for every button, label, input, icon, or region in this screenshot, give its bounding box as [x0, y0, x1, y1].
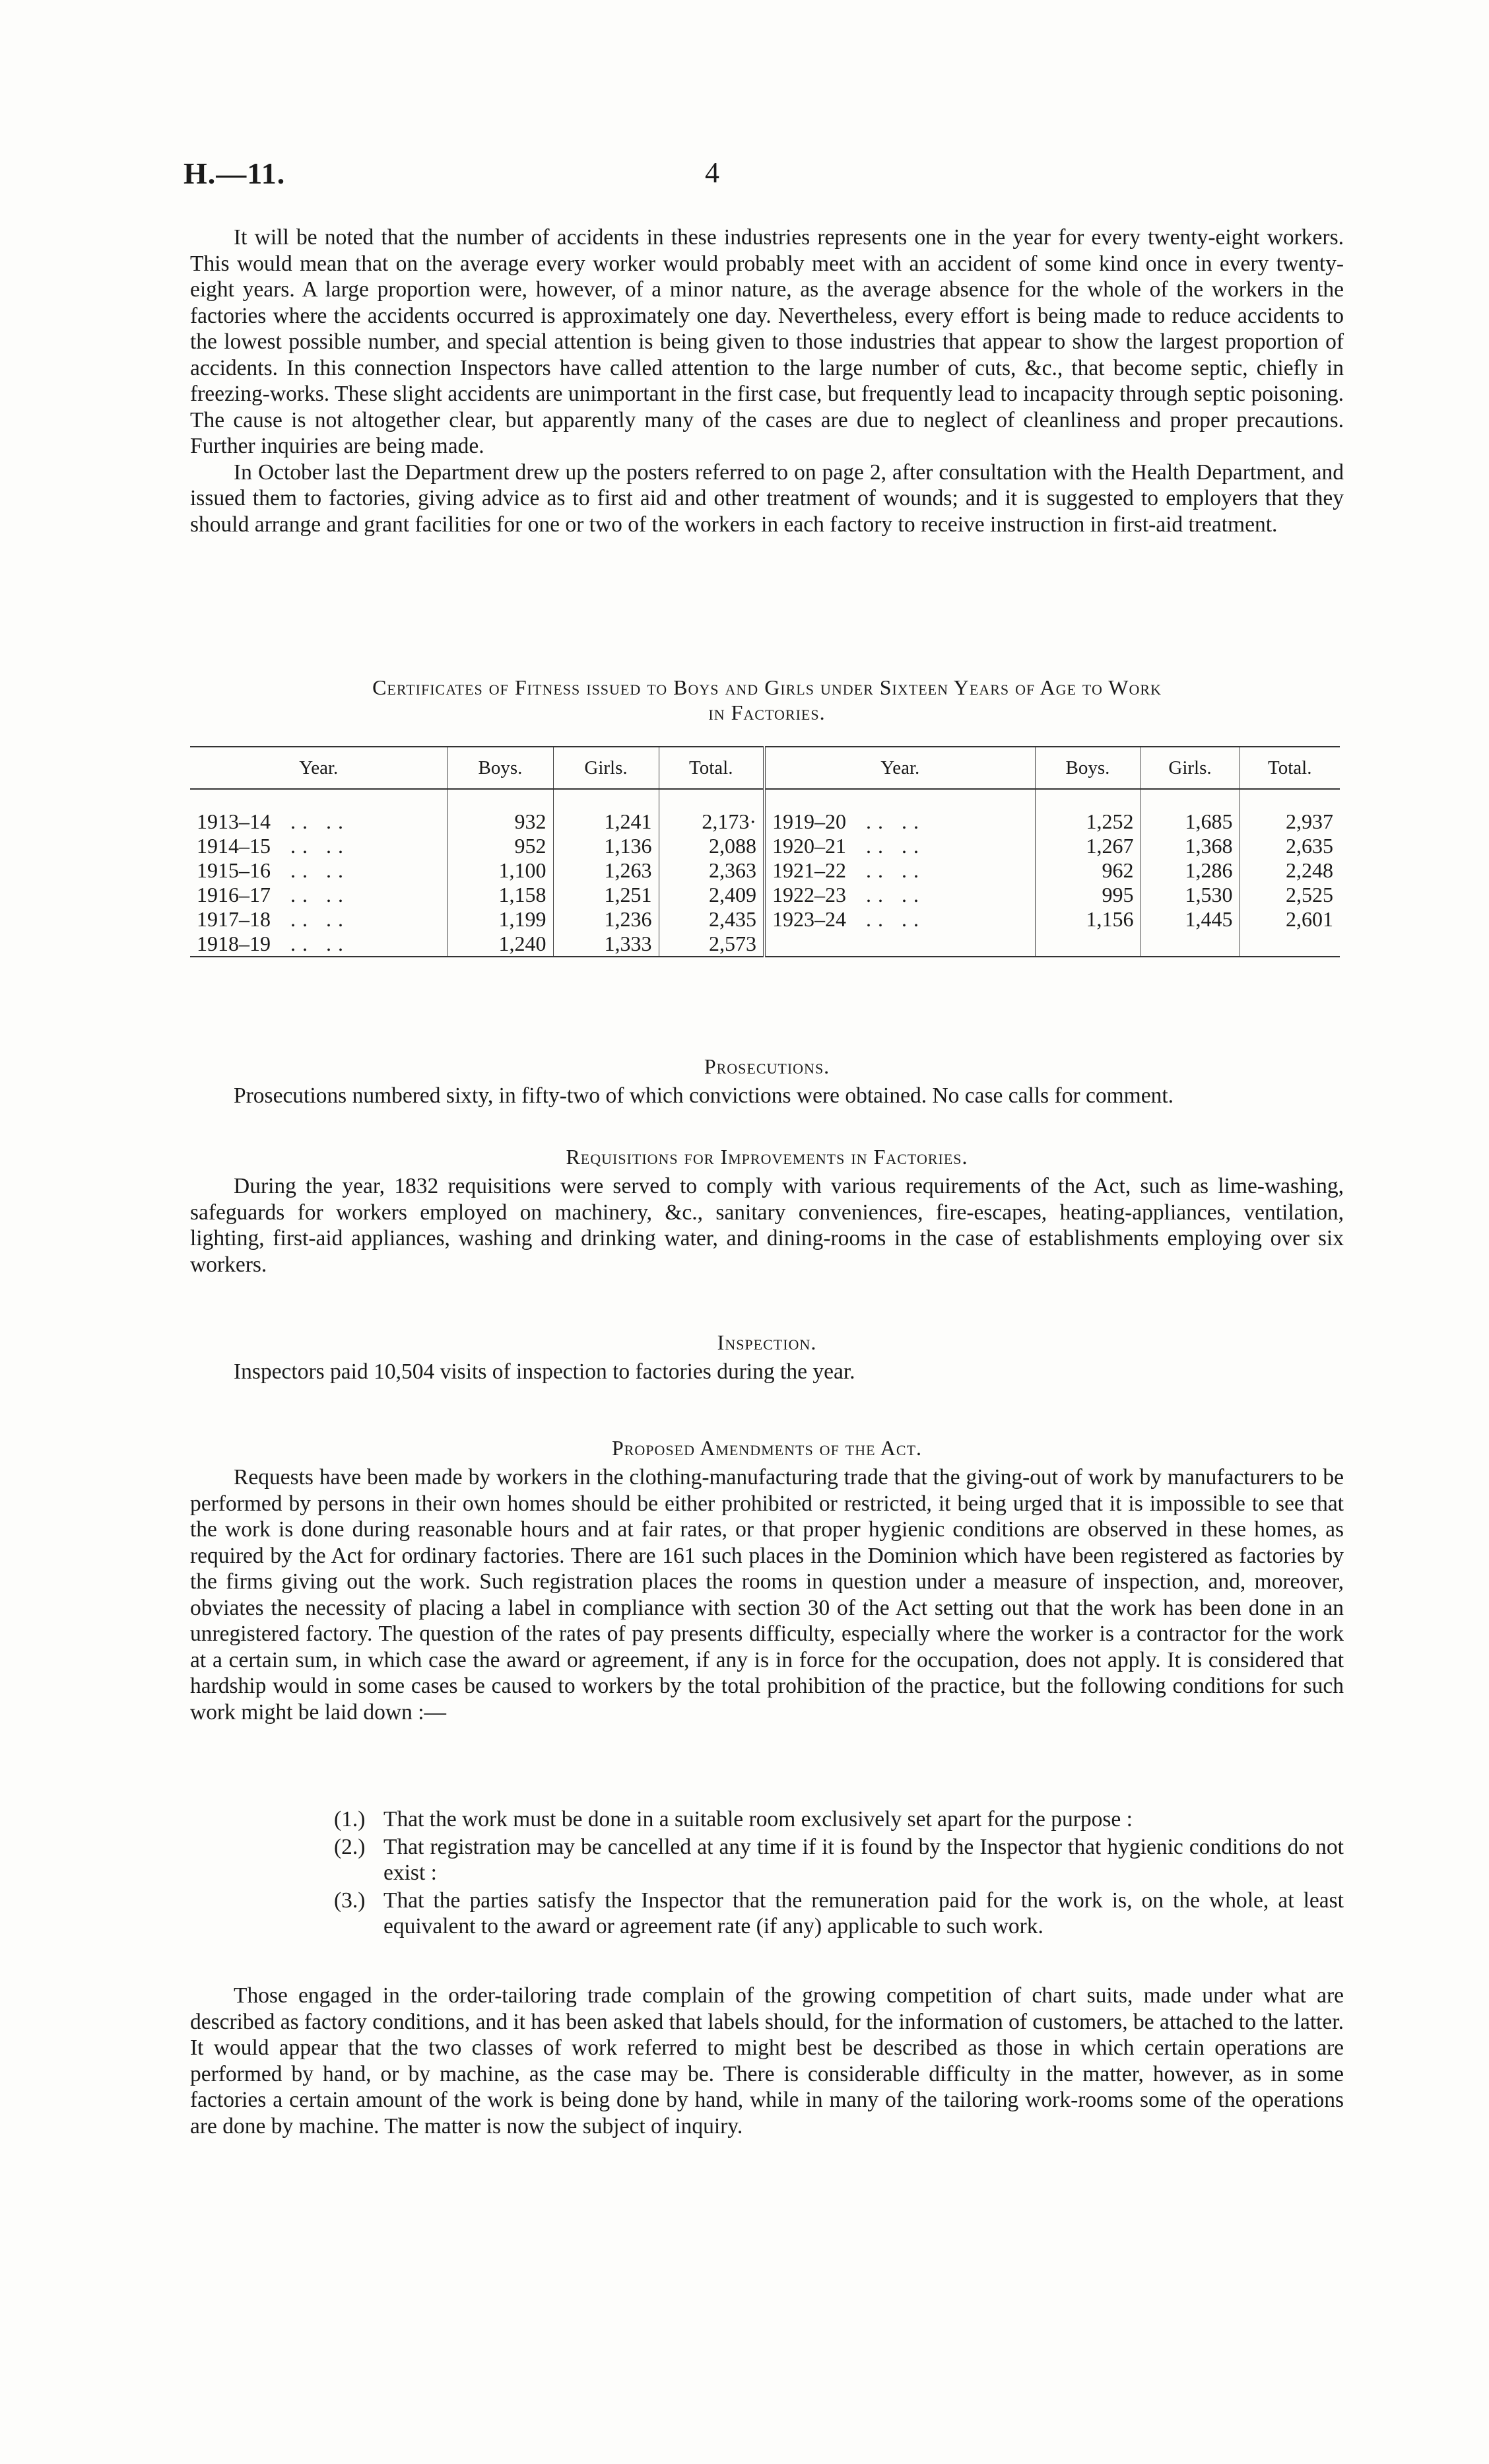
table-row — [190, 789, 1340, 834]
list-item-number: (2.) — [334, 1834, 366, 1859]
list-item — [190, 1888, 1344, 1940]
year-label: 1918–19 — [197, 932, 271, 955]
list-item-text: That the parties satisfy the Inspector that the remuneration paid for the work is, on the whole, at least equivalent to the award or agreement rate (if any) applicable to such work. — [383, 1888, 1344, 1938]
amendments-paragraph-1: Requests have been made by workers in the clothing-manufacturing trade that the giving-out of work by manufacturers to be performed by persons in their own homes should be either prohibited or restricted, it being urged that it is impossible to see that the work is done during reasonable hours and at fair rates, or that proper hygienic conditions are observed in these homes, as required by the Act for ordinary factories. There are 161 such places in the Dominion which have been registered as factories by the firms giving out the work. Such registration places the rooms in question under a measure of inspection, and, moreover, obviates the necessity of placing a label in compliance with section 30 of the Act setting out that the work has been done in an unregistered factory. The question of the rates of pay presents difficulty, especially where the worker is a contractor for the work at a certain sum, in which case the award or agreement, if any is in force for the occupation, does not apply. It is considered that hardship would in some cases be caused to workers by the total prohibition of the practice, but the following conditions for such work might be laid down :— — [190, 1465, 1344, 1725]
table-row — [190, 883, 1340, 907]
cell-total: 2,088 — [659, 834, 764, 858]
leader-dots: .. .. — [866, 907, 925, 931]
cell-boys: 952 — [447, 834, 553, 858]
cell-total: 2,937 — [1240, 789, 1340, 834]
intro-section — [190, 224, 1344, 537]
certificates-title — [190, 675, 1344, 725]
intro-paragraph-1: It will be noted that the number of accidents in these industries represents one in the year for every twenty-eight workers. This would mean that on the average every worker would probably meet with an accident of some kind once in every twenty-eight years. A large proportion were, however, of a minor nature, as the average absence for the whole of the workers in the factories where the accidents occurred is approximately one day. Nevertheless, every effort is being made to reduce accidents to the lowest possible number, and special attention is being given to those industries that appear to show the largest proportion of accidents. In this connection Inspectors have called attention to the large number of cuts, &c., that become septic, chiefly in freezing-works. These slight accidents are unimportant in the first case, but frequently lead to incapacity through septic poisoning. The cause is not altogether clear, but apparently many of the cases are due to neglect of cleanliness and proper precautions. Further inquiries are being made. — [190, 225, 1344, 458]
table-row — [190, 834, 1340, 858]
intro-paragraph-2: In October last the Department drew up the posters referred to on page 2, after consultation with the Health Department, and issued them to factories, giving advice as to first aid and other treatment of wounds; and it is suggested to employers that they should arrange and grant facilities for one or two of the workers in each factory to receive instruction in first-aid treatment. — [190, 460, 1344, 537]
cell-boys: 1,267 — [1035, 834, 1141, 858]
cell-girls: 1,333 — [553, 932, 659, 957]
year-label: 1913–14 — [197, 809, 271, 833]
leader-dots: .. .. — [290, 883, 350, 907]
cell-boys: 932 — [447, 789, 553, 834]
cell-boys: 1,156 — [1035, 907, 1141, 932]
cell-year — [190, 932, 447, 957]
cell-boys: 1,252 — [1035, 789, 1141, 834]
list-item-text: That the work must be done in a suitable room exclusively set apart for the purpose : — [383, 1807, 1133, 1831]
page-number: 4 — [705, 156, 719, 189]
prosecutions-paragraph: Prosecutions numbered sixty, in fifty-two of which convictions were obtained. No case calls for comment. — [234, 1083, 1174, 1108]
list-item — [190, 1806, 1344, 1833]
year-label: 1916–17 — [197, 883, 271, 907]
cell-total: 2,248 — [1240, 858, 1340, 883]
col-header-girls: Girls. — [553, 747, 659, 789]
list-item-number: (3.) — [334, 1888, 366, 1913]
leader-dots: .. .. — [866, 883, 925, 907]
cell-girls: 1,368 — [1141, 834, 1240, 858]
cell-boys — [1035, 932, 1141, 957]
leader-dots: .. .. — [866, 858, 925, 882]
col-header-year: Year. — [190, 747, 447, 789]
cell-year — [764, 907, 1035, 932]
cell-boys: 1,240 — [447, 932, 553, 957]
cell-girls: 1,685 — [1141, 789, 1240, 834]
amendments-paragraph-2: Those engaged in the order-tailoring trade complain of the growing competition of chart suits, made under what are described as factory conditions, and it has been asked that labels should, for the information of customers, be attached to the latter. It would appear that the two classes of work referred to might best be described as those in which certain operations are performed by hand, or by machine, as the case may be. There is considerable difficulty in the matter, however, as in some factories a certain amount of the work is being done by hand, while in many of the tailoring work-rooms some of the operations are done by machine. The matter is now the subject of inquiry. — [190, 1983, 1344, 2139]
leader-dots: .. .. — [290, 858, 350, 882]
cell-year — [764, 932, 1035, 957]
leader-dots: .. .. — [290, 907, 350, 931]
conditions-list — [190, 1806, 1344, 1941]
leader-dots: .. .. — [290, 932, 350, 955]
cell-year — [190, 834, 447, 858]
cell-girls: 1,286 — [1141, 858, 1240, 883]
year-label: 1919–20 — [772, 809, 846, 833]
col-header-total: Total. — [659, 747, 764, 789]
cell-year — [190, 907, 447, 932]
amendments-section — [190, 1464, 1344, 1725]
table-header-row — [190, 747, 1340, 789]
year-label: 1922–23 — [772, 883, 846, 907]
col-header-total-2: Total. — [1240, 747, 1340, 789]
list-item-text: That registration may be cancelled at any time if it is found by the Inspector that hygienic conditions do not exist : — [383, 1834, 1344, 1885]
certificates-title-line-1: Certificates of Fitness issued to Boys and Girls under Sixteen Years of Age to Work — [372, 675, 1162, 699]
certificates-table — [190, 746, 1340, 957]
year-label: 1915–16 — [197, 858, 271, 882]
table-row — [190, 858, 1340, 883]
cell-total: 2,635 — [1240, 834, 1340, 858]
prosecutions-section — [190, 1083, 1344, 1109]
cell-boys: 1,100 — [447, 858, 553, 883]
list-item — [190, 1834, 1344, 1886]
cell-girls: 1,251 — [553, 883, 659, 907]
cell-boys: 962 — [1035, 858, 1141, 883]
cell-year — [764, 883, 1035, 907]
cell-total: 2,601 — [1240, 907, 1340, 932]
col-header-boys-2: Boys. — [1035, 747, 1141, 789]
cell-boys: 1,199 — [447, 907, 553, 932]
tailoring-section — [190, 1983, 1344, 2139]
cell-total: 2,173· — [659, 789, 764, 834]
inspection-heading: Inspection. — [717, 1330, 817, 1354]
leader-dots: .. .. — [290, 834, 350, 858]
col-header-year-2: Year. — [764, 747, 1035, 789]
inspection-section — [190, 1359, 1344, 1385]
leader-dots: .. .. — [866, 834, 925, 858]
cell-girls: 1,530 — [1141, 883, 1240, 907]
cell-boys: 1,158 — [447, 883, 553, 907]
table-row — [190, 907, 1340, 932]
cell-year — [190, 858, 447, 883]
col-header-boys: Boys. — [447, 747, 553, 789]
leader-dots: .. .. — [866, 809, 925, 833]
prosecutions-heading: Prosecutions. — [704, 1054, 830, 1078]
inspection-paragraph: Inspectors paid 10,504 visits of inspection to factories during the year. — [234, 1359, 855, 1384]
cell-total: 2,573 — [659, 932, 764, 957]
cell-total: 2,363 — [659, 858, 764, 883]
certificates-title-line-2: in Factories. — [708, 701, 826, 724]
col-header-girls-2: Girls. — [1141, 747, 1240, 789]
cell-year — [764, 789, 1035, 834]
cell-total — [1240, 932, 1340, 957]
certificates-table-body — [190, 789, 1340, 957]
table-row — [190, 932, 1340, 957]
year-label: 1923–24 — [772, 907, 846, 931]
amendments-heading: Proposed Amendments of the Act. — [611, 1436, 923, 1460]
year-label: 1921–22 — [772, 858, 846, 882]
report-reference: H.—11. — [183, 156, 286, 190]
requisitions-section — [190, 1173, 1344, 1278]
year-label: 1917–18 — [197, 907, 271, 931]
year-label: 1914–15 — [197, 834, 271, 858]
cell-girls: 1,241 — [553, 789, 659, 834]
year-label: 1920–21 — [772, 834, 846, 858]
cell-girls: 1,445 — [1141, 907, 1240, 932]
cell-boys: 995 — [1035, 883, 1141, 907]
list-item-number: (1.) — [334, 1807, 366, 1831]
cell-year — [190, 789, 447, 834]
cell-girls — [1141, 932, 1240, 957]
cell-girls: 1,263 — [553, 858, 659, 883]
cell-total: 2,525 — [1240, 883, 1340, 907]
cell-year — [764, 834, 1035, 858]
leader-dots: .. .. — [290, 809, 350, 833]
cell-total: 2,409 — [659, 883, 764, 907]
cell-year — [764, 858, 1035, 883]
cell-total: 2,435 — [659, 907, 764, 932]
requisitions-heading: Requisitions for Improvements in Factories. — [566, 1145, 968, 1169]
cell-year — [190, 883, 447, 907]
cell-girls: 1,136 — [553, 834, 659, 858]
cell-girls: 1,236 — [553, 907, 659, 932]
requisitions-paragraph: During the year, 1832 requisitions were served to comply with various requirements of the Act, such as lime-washing, safeguards for workers employed on machinery, &c., sanitary conveniences, fire-escapes, heating-appliances, ventilation, lighting, first-aid appliances, washing and drinking water, and dining-rooms in the case of establishments employing over six workers. — [190, 1174, 1344, 1277]
